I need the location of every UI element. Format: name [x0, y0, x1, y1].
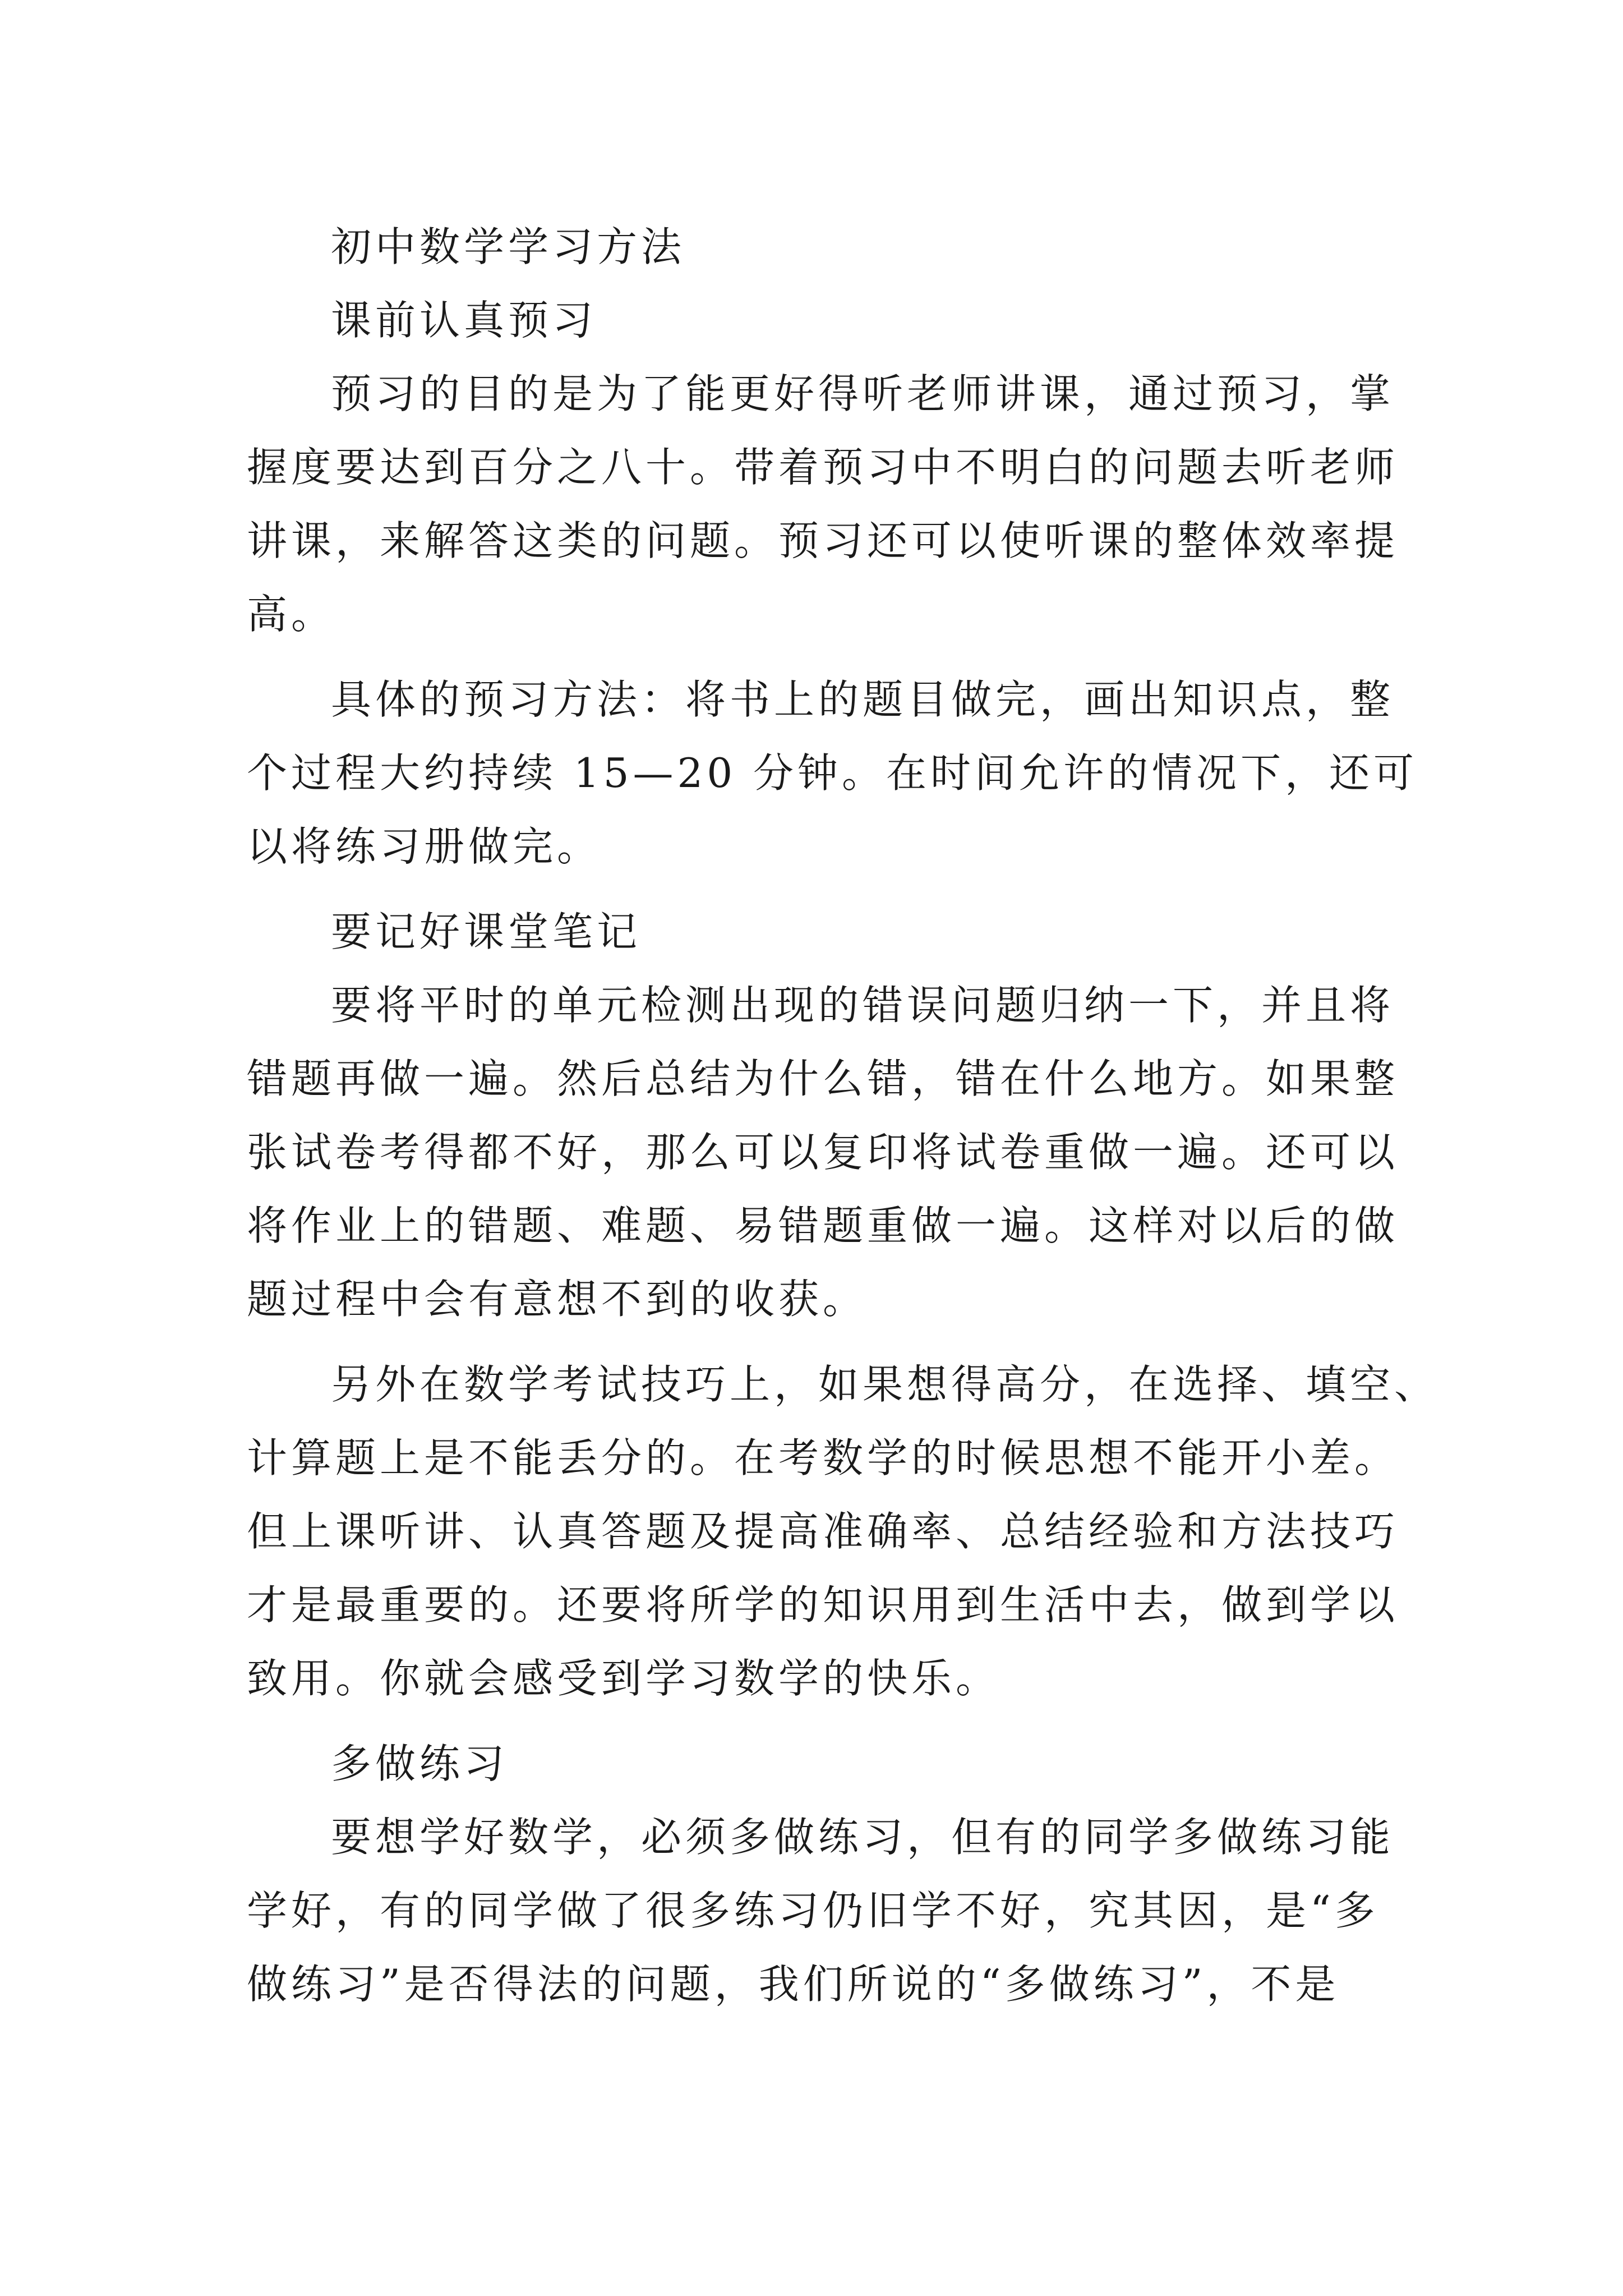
paragraph-line: 致用。你就会感受到学习数学的快乐。	[247, 1655, 1000, 1702]
section-heading: 多做练习	[331, 1740, 509, 1787]
paragraph-line: 讲课，来解答这类的问题。预习还可以使听课的整体效率提	[247, 517, 1399, 564]
paragraph-line: 错题再做一遍。然后总结为什么错，错在什么地方。如果整	[247, 1055, 1399, 1102]
paragraph	[247, 357, 1399, 651]
paragraph-line: 将作业上的错题、难题、易错题重做一遍。这样对以后的做	[247, 1202, 1399, 1249]
document-body	[247, 210, 1439, 2033]
paragraph-line: 具体的预习方法：将书上的题目做完，画出知识点，整	[331, 676, 1395, 723]
paragraph-line: 预习的目的是为了能更好得听老师讲课，通过预习，掌	[331, 370, 1395, 417]
paragraph-line: 要想学好数学，必须多做练习，但有的同学多做练习能	[331, 1814, 1395, 1861]
paragraph-spacing	[247, 884, 1391, 895]
paragraph-line: 计算题上是不能丢分的。在考数学的时候思想不能开小差。	[247, 1434, 1399, 1481]
paragraph-line: 个过程大约持续 15—20 分钟。在时间允许的情况下，还可	[247, 749, 1418, 797]
paragraph-line: 学好，有的同学做了很多练习仍旧学不好，究其因，是“多	[247, 1887, 1379, 1934]
paragraph	[247, 969, 1399, 1336]
paragraph-line: 要将平时的单元检测出现的错误问题归纳一下，并且将	[331, 982, 1395, 1029]
paragraph-line: 但上课听讲、认真答题及提高准确率、总结经验和方法技巧	[247, 1508, 1399, 1555]
paragraph-line: 才是最重要的。还要将所学的知识用到生活中去，做到学以	[247, 1581, 1399, 1628]
paragraph	[247, 663, 1418, 884]
document-title: 初中数学学习方法	[331, 223, 686, 270]
paragraph	[247, 1348, 1439, 1715]
paragraph-line: 做练习”是否得法的问题，我们所说的“多做练习”，不是	[247, 1961, 1340, 2008]
section-heading: 要记好课堂笔记	[331, 908, 642, 955]
paragraph-spacing	[247, 1715, 1391, 1727]
paragraph-spacing	[247, 2021, 1391, 2033]
paragraph-line: 握度要达到百分之八十。带着预习中不明白的问题去听老师	[247, 444, 1399, 491]
paragraph-line: 题过程中会有意想不到的收获。	[247, 1276, 868, 1323]
paragraph-line: 以将练习册做完。	[247, 823, 602, 870]
paragraph-line: 张试卷考得都不好，那么可以复印将试卷重做一遍。还可以	[247, 1129, 1399, 1176]
paragraph-line: 另外在数学考试技巧上，如果想得高分，在选择、填空、	[331, 1361, 1439, 1408]
section-heading: 课前认真预习	[331, 297, 597, 344]
paragraph-spacing	[247, 651, 1391, 663]
paragraph-line: 高。	[247, 591, 336, 638]
paragraph	[247, 1801, 1395, 2021]
paragraph-spacing	[247, 1336, 1391, 1348]
